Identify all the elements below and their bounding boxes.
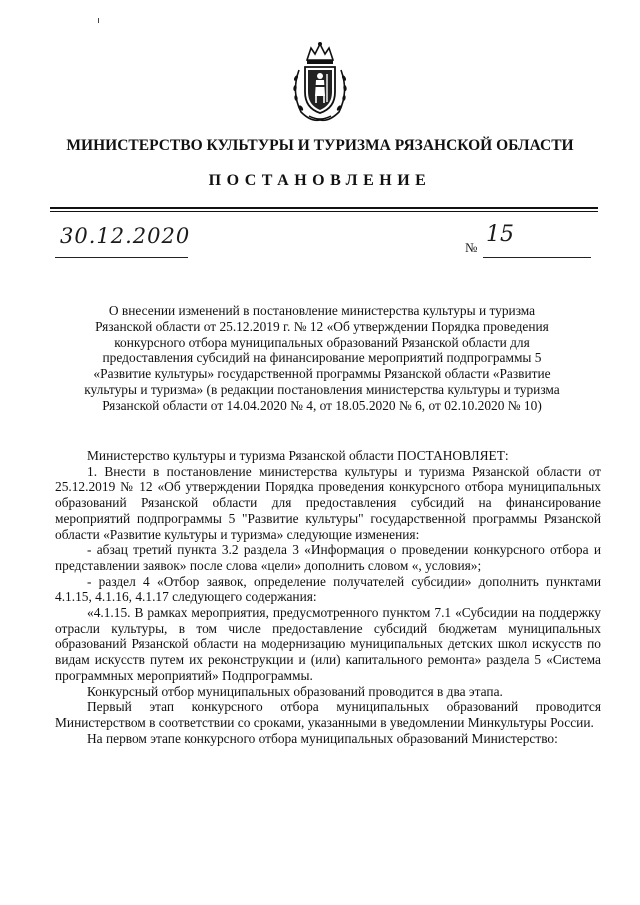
subject-line: конкурсного отбора муниципальных образований Рязанской области для bbox=[114, 334, 530, 350]
number-label: № bbox=[465, 240, 478, 255]
body-paragraph: - раздел 4 «Отбор заявок, определение получателей субсидии» дополнить пунктами 4.1.15, 4.1.16, 4.1.17 следующего содержания: bbox=[55, 573, 601, 605]
body-paragraph: Министерство культуры и туризма Рязанской области ПОСТАНОВЛЯЕТ: bbox=[87, 448, 509, 463]
scan-mark bbox=[98, 18, 99, 23]
body-paragraph: Первый этап конкурсного отбора муниципальных образований проводится Министерством в соответствии со сроками, указанными в уведомлении Минкультуры России. bbox=[55, 699, 601, 730]
coat-of-arms-icon bbox=[287, 40, 353, 124]
body-paragraph: Конкурсный отбор муниципальных образований проводится в два этапа. bbox=[87, 683, 503, 699]
ministry-title: МИНИСТЕРСТВО КУЛЬТУРЫ И ТУРИЗМА РЯЗАНСКОЙ ОБЛАСТИ bbox=[66, 137, 574, 154]
body-paragraph: 1. Внести в постановление министерства культуры и туризма Рязанской области от 25.12.2019 № 12 «Об утверждении Порядка проведения конкурсного отбора муниципальных образований Рязанской области для предоставления субсидий на финансирование мероприятий подпрограммы 5 "Развитие культуры" государственной программы Рязанской области «Развитие культуры и туризма» следующие изменения: bbox=[55, 463, 601, 542]
handwritten-number: 15 bbox=[486, 222, 514, 247]
document-type-title: ПОСТАНОВЛЕНИЕ bbox=[208, 172, 432, 189]
subject-line: Рязанской области от 25.12.2019 г. № 12 «Об утверждении Порядка проведения bbox=[95, 318, 549, 334]
subject-line: культуры и туризма» (в редакции постановления министерства культуры и туризма bbox=[84, 381, 560, 397]
handwritten-date: 30.12.2020 bbox=[60, 224, 191, 248]
body-paragraph: - абзац третий пункта 3.2 раздела 3 «Информация о проведении конкурсного отбора и представлении заявок» после слова «цели» дополнить словом «, условия»; bbox=[55, 542, 601, 573]
body-paragraph: «4.1.15. В рамках мероприятия, предусмотренного пунктом 7.1 «Субсидии на поддержку отрасли культуры, в том числе предоставление субсидий бюджетам муниципальных образований Рязанской области на модернизацию муниципальных детских школ искусств по видам искусств путем их реконструкции и (или) капитального ремонта» раздела 5 «Система программных мероприятий» Подпрограммы. bbox=[55, 605, 601, 683]
header-rule-thick bbox=[50, 207, 598, 209]
number-underline bbox=[483, 257, 591, 258]
document-subject bbox=[62, 303, 582, 414]
subject-line: О внесении изменений в постановление министерства культуры и туризма bbox=[108, 303, 536, 318]
subject-line: предоставления субсидий на финансирование мероприятий подпрограммы 5 bbox=[102, 350, 542, 366]
subject-line: Рязанской области от 14.04.2020 № 4, от 18.05.2020 № 6, от 02.10.2020 № 10) bbox=[102, 397, 542, 413]
document-body bbox=[55, 448, 601, 746]
date-underline bbox=[55, 257, 188, 258]
subject-line: «Развитие культуры» государственной программы Рязанской области «Развитие bbox=[93, 366, 551, 382]
header-rule-thin bbox=[50, 211, 598, 212]
body-paragraph: На первом этапе конкурсного отбора муниципальных образований Министерство: bbox=[87, 730, 558, 746]
